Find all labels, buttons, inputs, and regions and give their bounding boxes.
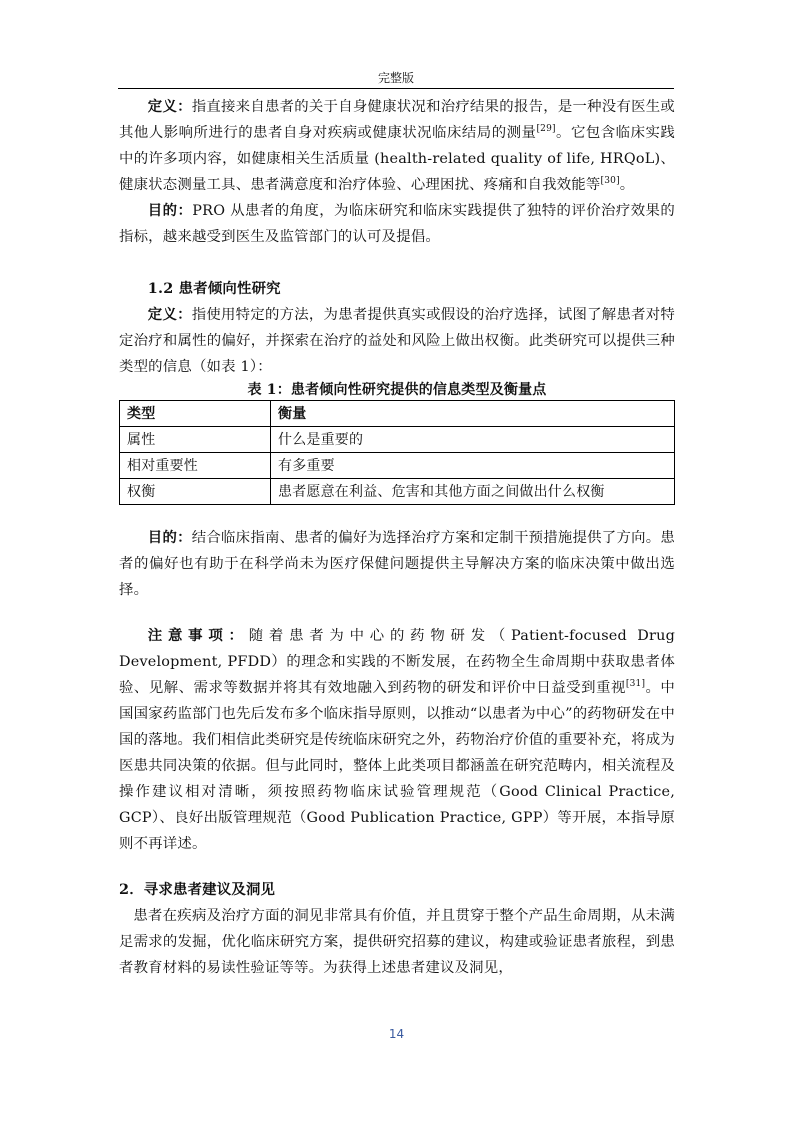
table-row	[120, 453, 675, 479]
table-cell: 有多重要	[271, 453, 675, 479]
table-row	[120, 427, 675, 453]
header-divider	[118, 88, 674, 89]
table-cell: 什么是重要的	[271, 427, 675, 453]
pro-definition-paragraph	[119, 94, 675, 198]
table-cell: 属性	[120, 427, 271, 453]
preference-goal-paragraph	[119, 525, 675, 603]
table-header-measure: 衡量	[271, 401, 675, 427]
table-caption: 表 1：患者倾向性研究提供的信息类型及衡量点	[247, 382, 547, 398]
section-2-heading: 2．寻求患者建议及洞见	[119, 881, 276, 898]
definition-text-end: 。	[619, 177, 635, 193]
notes-label: 注意事项：	[147, 627, 249, 644]
citation-30: [30]	[600, 176, 620, 187]
notes-text: 随着患者为中心的药物研发（Patient-focused Drug Development, PFDD）的理念和实践的不断发展，在药物全生命周期中获取患者体验、见解、需求等数据并将其有效地融入到药物的研发和评价中日益受到重视	[119, 628, 675, 696]
goal-text: PRO 从患者的角度，为临床研究和临床实践提供了独特的评价治疗效果的指标，越来越受到医生及监管部门的认可及提倡。	[119, 203, 675, 245]
definition-label: 定义：	[147, 306, 192, 323]
table-cell: 权衡	[120, 479, 271, 505]
table-header-row	[120, 401, 675, 427]
page-number: 14	[388, 1027, 405, 1041]
section-1-2-heading: 1.2 患者倾向性研究	[147, 280, 281, 297]
citation-29: [29]	[536, 124, 556, 135]
notes-text-cont: 。中国国家药监部门也先后发布多个临床指导原则，以推动“以患者为中心”的药物研发在中国的落地。我们相信此类研究是传统临床研究之外，药物治疗价值的重要补充，将成为医患共同决策的依据。但与此同时，整体上此类项目都涵盖在研究范畴内，相关流程及操作建议相对清晰，须按照药物临床试验管理规范（Good Clinical Practice, GCP）、良好出版管理规范（Good Publication Practice, GPP）等开展，本指导原则不再详述。	[119, 680, 675, 852]
table-cell: 相对重要性	[120, 453, 271, 479]
table-row	[120, 479, 675, 505]
goal-label: 目的：	[147, 202, 193, 219]
notes-paragraph	[119, 623, 675, 857]
goal-text: 结合临床指南、患者的偏好为选择治疗方案和定制干预措施提供了方向。患者的偏好也有助于在科学尚未为医疗保健问题提供主导解决方案的临床决策中做出选择。	[119, 530, 675, 598]
citation-31: [31]	[625, 679, 646, 690]
section-2-paragraph: 患者在疾病及治疗方面的洞见非常具有价值，并且贯穿于整个产品生命周期，从未满足需求的发掘，优化临床研究方案，提供研究招募的建议，构建或验证患者旅程，到患者教育材料的易读性验证等等。为获得上述患者建议及洞见，	[119, 908, 675, 976]
definition-text-cont: 。它包含临床实践中的许多项内容，如健康相关生活质量 (health-related quality of life, HRQoL)、健康状态测量工具、患者满意度和治疗体验、心理困扰、疼痛和自我效能等	[119, 125, 675, 193]
table-header-type: 类型	[120, 401, 271, 427]
page-header: 完整版	[377, 71, 414, 85]
table-cell: 患者愿意在利益、危害和其他方面之间做出什么权衡	[271, 479, 675, 505]
definition-label: 定义：	[147, 98, 192, 115]
page-body	[119, 94, 675, 981]
definition-text: 指直接来自患者的关于自身健康状况和治疗结果的报告，是一种没有医生或其他人影响所进行的患者自身对疾病或健康状况临床结局的测量	[119, 99, 675, 141]
info-type-table	[119, 400, 675, 505]
preference-definition-paragraph	[119, 302, 675, 380]
definition-text: 指使用特定的方法，为患者提供真实或假设的治疗选择，试图了解患者对特定治疗和属性的偏好，并探索在治疗的益处和风险上做出权衡。此类研究可以提供三种类型的信息（如表 1）：	[119, 307, 675, 375]
pro-goal-paragraph	[119, 198, 675, 250]
goal-label: 目的：	[147, 529, 192, 546]
